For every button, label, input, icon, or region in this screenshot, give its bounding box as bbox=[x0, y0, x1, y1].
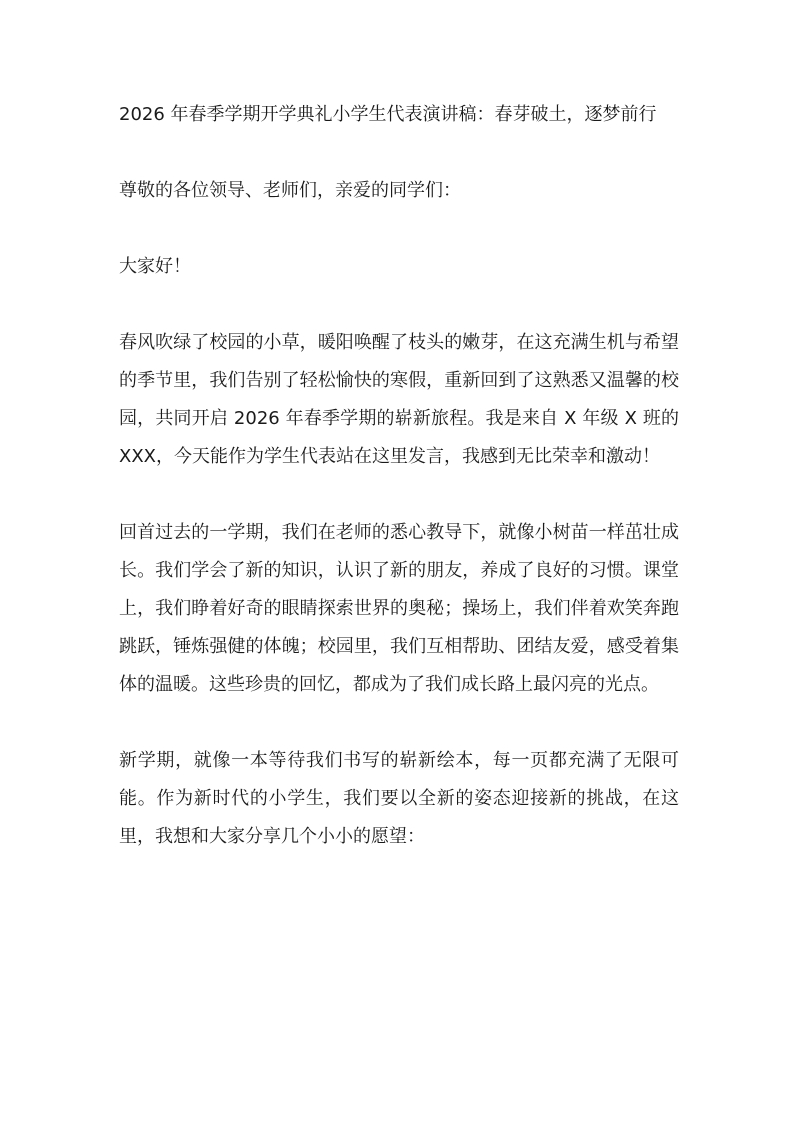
paragraph-new-semester: 新学期，就像一本等待我们书写的崭新绘本，每一页都充满了无限可能。作为新时代的小学生，我们要以全新的姿态迎接新的挑战，在这里，我想和大家分享几个小小的愿望： bbox=[119, 750, 679, 847]
document-body bbox=[119, 96, 679, 894]
paragraph-opening: 春风吹绿了校园的小草，暖阳唤醒了枝头的嫩芽，在这充满生机与希望的季节里，我们告别了轻松愉快的寒假，重新回到了这熟悉又温馨的校园，共同开启 2026 年春季学期的崭新旅程。我是来自 X 年级 X 班的 XXX，今天能作为学生代表站在这里发言，我感到无比荣幸和激动！ bbox=[119, 332, 679, 467]
salutation: 尊敬的各位领导、老师们，亲爱的同学们： bbox=[119, 180, 461, 201]
paragraph-review: 回首过去的一学期，我们在老师的悉心教导下，就像小树苗一样茁壮成长。我们学会了新的知识，认识了新的朋友，养成了良好的习惯。课堂上，我们睁着好奇的眼睛探索世界的奥秘；操场上，我们伴着欢笑奔跑跳跃，锤炼强健的体魄；校园里，我们互相帮助、团结友爱，感受着集体的温暖。这些珍贵的回忆，都成为了我们成长路上最闪亮的光点。 bbox=[119, 522, 679, 695]
greeting-text: 大家好！ bbox=[119, 256, 191, 277]
document-title: 2026 年春季学期开学典礼小学生代表演讲稿：春芽破土，逐梦前行 bbox=[119, 104, 657, 125]
